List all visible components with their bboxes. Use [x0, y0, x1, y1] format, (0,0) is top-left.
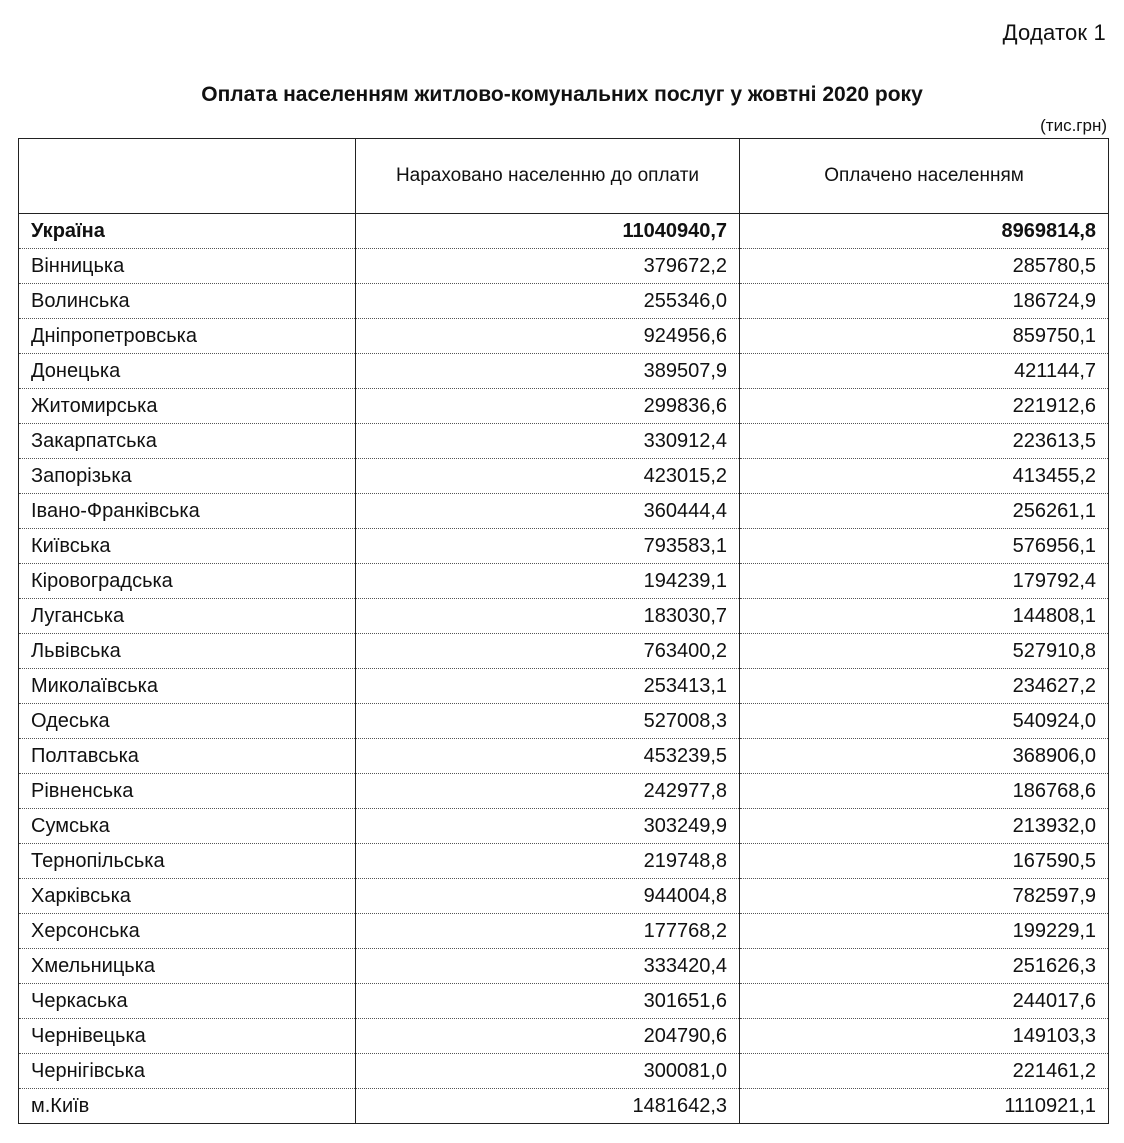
- table-row: [19, 319, 1109, 354]
- total-region: Україна: [19, 214, 356, 249]
- table-row: [19, 249, 1109, 284]
- region-cell: Дніпропетровська: [19, 319, 356, 354]
- table-row: [19, 634, 1109, 669]
- paid-cell: 859750,1: [740, 319, 1109, 354]
- paid-cell: 256261,1: [740, 494, 1109, 529]
- table-row: [19, 1054, 1109, 1089]
- paid-cell: 244017,6: [740, 984, 1109, 1019]
- table-row: [19, 774, 1109, 809]
- annex-label: Додаток 1: [1002, 20, 1106, 45]
- paid-cell: 186768,6: [740, 774, 1109, 809]
- table-body: [19, 214, 1109, 1124]
- region-cell: Донецька: [19, 354, 356, 389]
- accrued-cell: 299836,6: [356, 389, 740, 424]
- region-cell: Тернопільська: [19, 844, 356, 879]
- accrued-cell: 793583,1: [356, 529, 740, 564]
- header-row: [19, 139, 1109, 214]
- paid-cell: 149103,3: [740, 1019, 1109, 1054]
- paid-cell: 368906,0: [740, 739, 1109, 774]
- accrued-cell: 330912,4: [356, 424, 740, 459]
- accrued-cell: 194239,1: [356, 564, 740, 599]
- region-cell: Харківська: [19, 879, 356, 914]
- total-row: [19, 214, 1109, 249]
- table-row: [19, 1089, 1109, 1124]
- region-cell: Черкаська: [19, 984, 356, 1019]
- accrued-cell: 300081,0: [356, 1054, 740, 1089]
- accrued-cell: 763400,2: [356, 634, 740, 669]
- table-row: [19, 669, 1109, 704]
- region-cell: Чернігівська: [19, 1054, 356, 1089]
- header-paid: Оплачено населенням: [740, 139, 1109, 214]
- region-cell: Волинська: [19, 284, 356, 319]
- accrued-cell: 423015,2: [356, 459, 740, 494]
- table-row: [19, 809, 1109, 844]
- paid-cell: 144808,1: [740, 599, 1109, 634]
- paid-cell: 221912,6: [740, 389, 1109, 424]
- paid-cell: 223613,5: [740, 424, 1109, 459]
- paid-cell: 421144,7: [740, 354, 1109, 389]
- table-row: [19, 1019, 1109, 1054]
- paid-cell: 234627,2: [740, 669, 1109, 704]
- header-region: [19, 139, 356, 214]
- paid-cell: 540924,0: [740, 704, 1109, 739]
- payments-table: [18, 138, 1109, 1124]
- paid-cell: 285780,5: [740, 249, 1109, 284]
- accrued-cell: 1481642,3: [356, 1089, 740, 1124]
- region-cell: Луганська: [19, 599, 356, 634]
- accrued-cell: 253413,1: [356, 669, 740, 704]
- table-row: [19, 284, 1109, 319]
- paid-cell: 221461,2: [740, 1054, 1109, 1089]
- region-cell: Київська: [19, 529, 356, 564]
- table-row: [19, 424, 1109, 459]
- region-cell: Херсонська: [19, 914, 356, 949]
- region-cell: Миколаївська: [19, 669, 356, 704]
- table-row: [19, 529, 1109, 564]
- region-cell: Житомирська: [19, 389, 356, 424]
- accrued-cell: 944004,8: [356, 879, 740, 914]
- region-cell: Одеська: [19, 704, 356, 739]
- table-row: [19, 389, 1109, 424]
- region-cell: Сумська: [19, 809, 356, 844]
- region-cell: Чернівецька: [19, 1019, 356, 1054]
- accrued-cell: 204790,6: [356, 1019, 740, 1054]
- region-cell: Львівська: [19, 634, 356, 669]
- paid-cell: 251626,3: [740, 949, 1109, 984]
- accrued-cell: 453239,5: [356, 739, 740, 774]
- table-row: [19, 599, 1109, 634]
- accrued-cell: 527008,3: [356, 704, 740, 739]
- total-paid: 8969814,8: [740, 214, 1109, 249]
- region-cell: Рівненська: [19, 774, 356, 809]
- region-cell: Хмельницька: [19, 949, 356, 984]
- table-row: [19, 739, 1109, 774]
- table-row: [19, 844, 1109, 879]
- table-row: [19, 494, 1109, 529]
- region-cell: Кіровоградська: [19, 564, 356, 599]
- paid-cell: 186724,9: [740, 284, 1109, 319]
- accrued-cell: 242977,8: [356, 774, 740, 809]
- accrued-cell: 379672,2: [356, 249, 740, 284]
- paid-cell: 179792,4: [740, 564, 1109, 599]
- region-cell: Закарпатська: [19, 424, 356, 459]
- table-row: [19, 914, 1109, 949]
- paid-cell: 199229,1: [740, 914, 1109, 949]
- region-cell: Вінницька: [19, 249, 356, 284]
- accrued-cell: 303249,9: [356, 809, 740, 844]
- table-row: [19, 949, 1109, 984]
- paid-cell: 782597,9: [740, 879, 1109, 914]
- paid-cell: 213932,0: [740, 809, 1109, 844]
- accrued-cell: 333420,4: [356, 949, 740, 984]
- table-row: [19, 459, 1109, 494]
- accrued-cell: 360444,4: [356, 494, 740, 529]
- table-row: [19, 879, 1109, 914]
- unit-label: (тис.грн): [1040, 116, 1107, 135]
- header-accrued: Нараховано населенню до оплати: [356, 139, 740, 214]
- paid-cell: 527910,8: [740, 634, 1109, 669]
- accrued-cell: 255346,0: [356, 284, 740, 319]
- accrued-cell: 924956,6: [356, 319, 740, 354]
- table-row: [19, 354, 1109, 389]
- region-cell: Запорізька: [19, 459, 356, 494]
- accrued-cell: 183030,7: [356, 599, 740, 634]
- accrued-cell: 301651,6: [356, 984, 740, 1019]
- table-row: [19, 704, 1109, 739]
- paid-cell: 1110921,1: [740, 1089, 1109, 1124]
- accrued-cell: 219748,8: [356, 844, 740, 879]
- paid-cell: 413455,2: [740, 459, 1109, 494]
- region-cell: Івано-Франківська: [19, 494, 356, 529]
- paid-cell: 576956,1: [740, 529, 1109, 564]
- table-row: [19, 564, 1109, 599]
- document-title: Оплата населенням житлово-комунальних послуг у жовтні 2020 року: [201, 83, 923, 106]
- accrued-cell: 389507,9: [356, 354, 740, 389]
- total-accrued: 11040940,7: [356, 214, 740, 249]
- accrued-cell: 177768,2: [356, 914, 740, 949]
- paid-cell: 167590,5: [740, 844, 1109, 879]
- region-cell: Полтавська: [19, 739, 356, 774]
- region-cell: м.Київ: [19, 1089, 356, 1124]
- table-row: [19, 984, 1109, 1019]
